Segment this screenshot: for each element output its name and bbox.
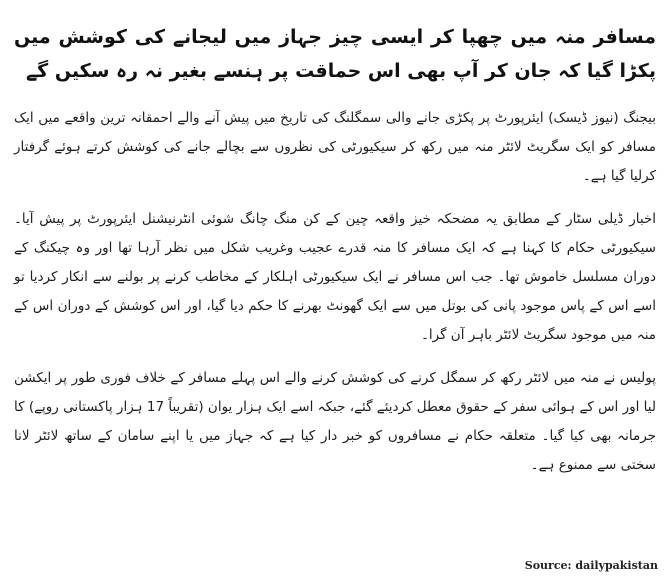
article-paragraph: اخبار ڈیلی سٹار کے مطابق یہ مضحکہ خیز واقعہ چین کے کن منگ چانگ شوئی انٹرنیشنل ایئرپورٹ پر پیش آیا۔ سیکیورٹی حکام کا کہنا ہے کہ ایک مسافر کا منہ قدرے عجیب وغریب شکل میں نظر آرہا تھا اور وہ چیکنگ کے دوران مسلسل خاموش تھا۔ جب اس مسافر نے ایک سیکیورٹی اہلکار کے مخاطب کرنے پر بولنے سے انکار کردیا تو اسے اس کے پاس موجود پانی کی بوتل میں سے ایک گھونٹ بھرنے کا حکم دیا گیا، اور اس کوشش کے دوران اس کے منہ میں موجود سگریٹ لائٹر باہر آن گرا۔ bbox=[14, 211, 656, 343]
article-paragraph: بیجنگ (نیوز ڈیسک) ایئرپورٹ پر پکڑی جانے والی سمگلنگ کی تاریخ میں پیش آنے والے احمقانہ ترین واقعے میں ایک مسافر کو ایک سگریٹ لائٹر منہ میں رکھ کر سیکیورٹی کی نظروں سے بچالے جانے کی کوشش کرتے ہوئے گرفتار کرلیا گیا ہے۔ bbox=[14, 110, 656, 184]
article-headline: مسافر منہ میں چھپا کر ایسی چیز جہاز میں لیجانے کی کوشش میں پکڑا گیا کہ جان کر آپ بھی اس حماقت پر ہنسے بغیر نہ رہ سکیں گے bbox=[14, 26, 656, 82]
article-paragraph: پولیس نے منہ میں لائٹر رکھ کر سمگل کرنے کی کوشش کرنے والے اس پہلے مسافر کے خلاف فوری طور پر ایکشن لیا اور اس کے ہوائی سفر کے حقوق معطل کردیئے گئے، جبکہ اسے ایک ہزار یوان (تقریباً 17 ہزار پاکستانی روپے) کا جرمانہ بھی کیا گیا۔ متعلقہ حکام نے مسافروں کو خبر دار کیا ہے کہ جہاز میں یا اپنے سامان کے ساتھ لائٹر لانا سختی سے ممنوع ہے۔ bbox=[14, 370, 656, 473]
news-article bbox=[14, 20, 656, 494]
source-credit: Source: dailypakistan bbox=[524, 559, 658, 572]
